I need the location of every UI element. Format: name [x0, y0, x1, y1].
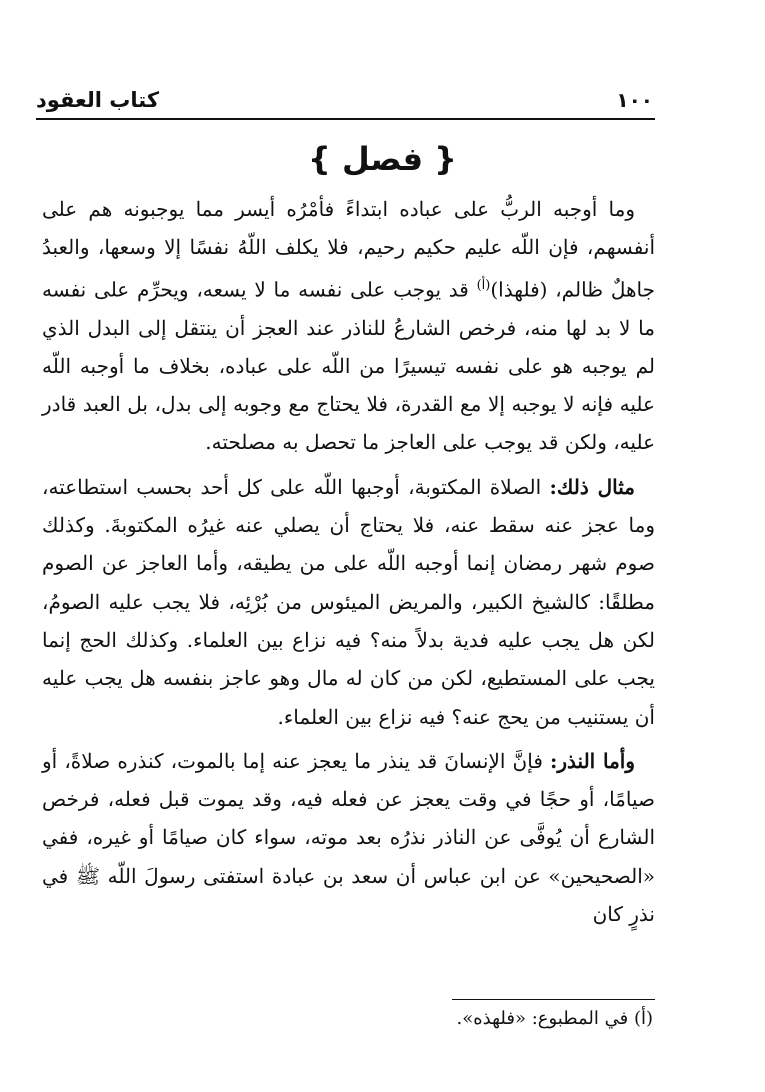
paragraph-1-text-b: قد يوجب على نفسه ما لا يسعه، ويحرِّم على نفسه ما لا بد لها منه، فرخص الشارعُ للناذر عند العجز أن ينتقل إلى البدل الذي لم يوجبه هو على نفسه تيسيرًا من اللّه على عباده، بخلاف ما أوجبه اللّه عليه فإنه لا يوجبه إلا مع القدرة، فلا يحتاج مع وجوبه إلى بدل، بل العبد قادر عليه، ولكن قد يوجب على العاجز ما تحصل به مصلحته. — [42, 277, 655, 455]
paragraph-1 — [42, 190, 655, 462]
footnote — [42, 1004, 653, 1034]
running-title: كتاب العقود — [36, 88, 160, 112]
footnote-rule — [452, 999, 655, 1000]
paragraph-2-lead: مثال ذلك: — [549, 474, 635, 499]
header-rule — [36, 118, 655, 120]
page-header — [36, 82, 653, 112]
paragraph-2 — [42, 468, 655, 736]
page-number: ١٠٠ — [616, 88, 653, 112]
footnote-reference: (أ) — [476, 277, 491, 293]
paragraph-2-text: الصلاة المكتوبة، أوجبها اللّه على كل أحد بحسب استطاعته، وما عجز عنه سقط عنه، فلا يحتاج أن يصلي عنه غيرُه المكتوبةَ. وكذلك صوم شهر رمضان إنما أوجبه اللّه على من يطيقه، وأما العاجز عن الصوم مطلقًا: كالشيخ الكبير، والمريض الميئوس من بُرْئِه، فلا يجب عليه الصومُ، لكن هل يجب عليه فدية بدلاً منه؟ فيه نزاع بين العلماء. وكذلك الحج إنما يجب على المستطيع، لكن من كان له مال وهو عاجز بنفسه هل يجب عليه أن يستنيب من يحج عنه؟ فيه نزاع بين العلماء. — [42, 474, 655, 729]
paragraph-3-text: فإنَّ الإنسانَ قد ينذر ما يعجز عنه إما بالموت، كنذره صلاةً، أو صيامًا، أو حجًا في وقت يعجز عن فعله فيه، وقد يموت قبل فعله، فرخص الشارع أن يُوفَّى عن الناذر نذرُه بعد موته، سواء كان صيامًا أو غيره، ففي «الصحيحين» عن ابن عباس أن سعد بن عبادة استفتى رسولَ اللّه ﷺ في نذرٍ كان — [42, 748, 655, 926]
footnote-text: في المطبوع: «فلهذه». — [456, 1008, 634, 1029]
main-text — [42, 190, 655, 939]
section-title: { فصل } — [308, 140, 457, 178]
footnote-marker: (أ) — [633, 1008, 653, 1029]
paragraph-3 — [42, 742, 655, 933]
paragraph-3-lead: وأما النذر: — [550, 748, 635, 773]
paragraph-1-text-a: وما أوجبه الربُّ على عباده ابتداءً فأمْرُه أيسر مما يوجبونه هم على أنفسهم، فإن اللّه عليم حكيم رحيم، فلا يكلف اللّهُ نفسًا إلا وسعها، والعبدُ جاهلٌ ظالم، (فلهذا) — [42, 197, 655, 302]
